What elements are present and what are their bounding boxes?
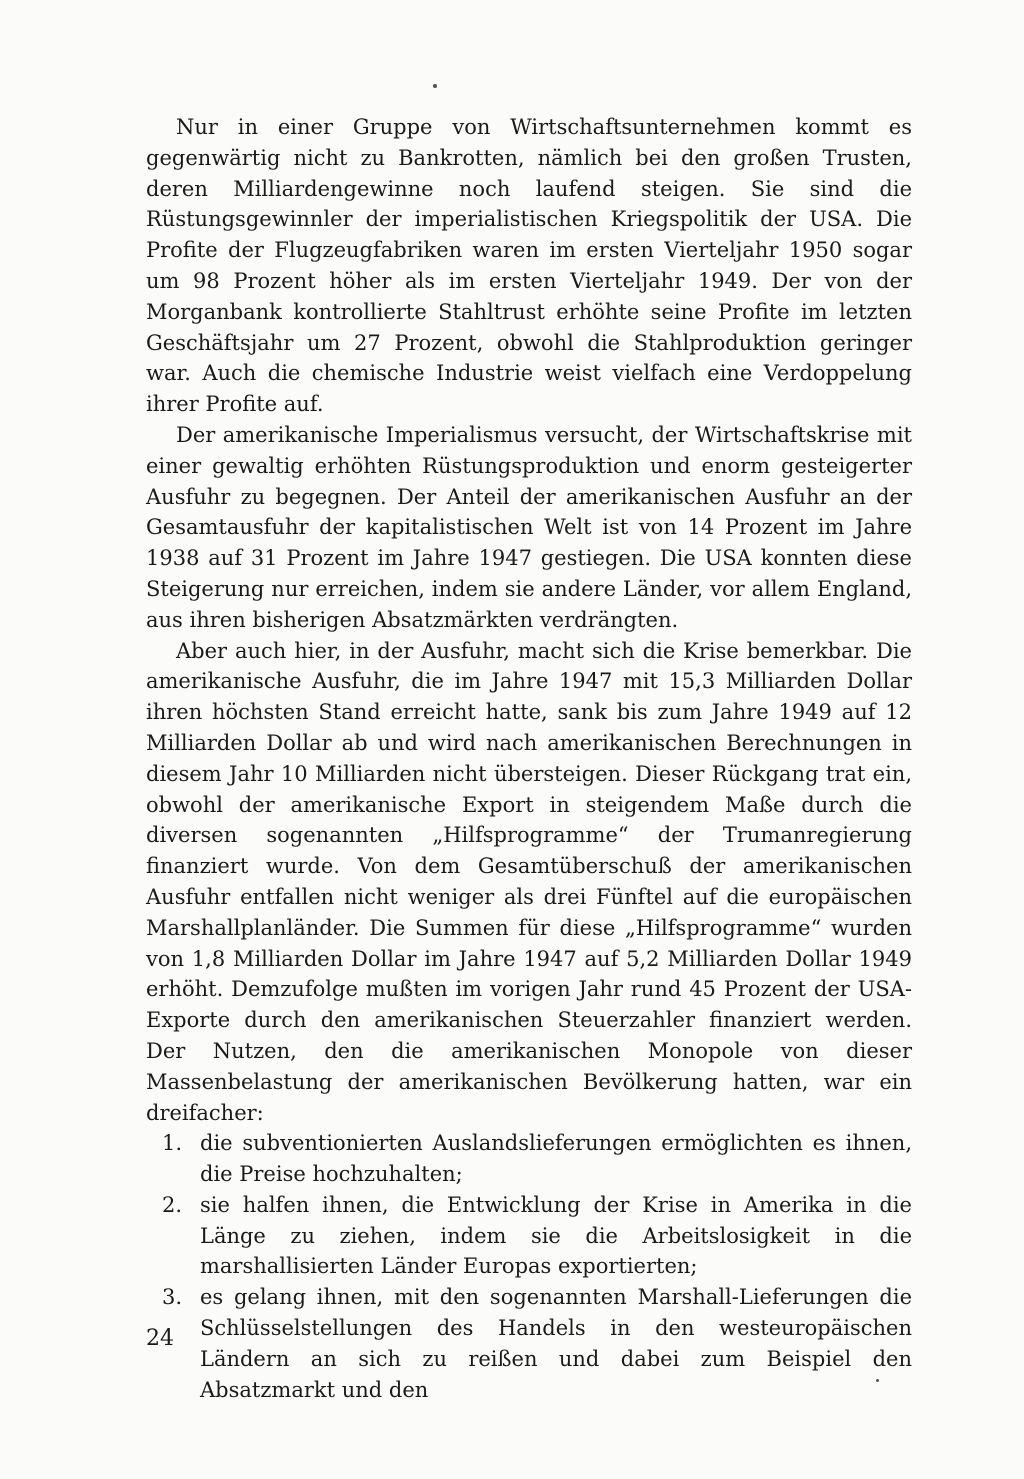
list-item: [146, 1190, 912, 1282]
list-item: [146, 1282, 912, 1405]
paragraph-3: Aber auch hier, in der Ausfuhr, macht sich die Krise bemerkbar. Die amerikanische Ausfuhr, die im Jahre 1947 mit 15,3 Milliarden Dollar ihren höchsten Stand erreicht hatte, sank bis zum Jahre 1949 auf 12 Milliarden Dollar ab und wird nach amerikanischen Berechnungen in diesem Jahr 10 Milliarden nicht übersteigen. Dieser Rückgang trat ein, obwohl der amerikanische Export in steigendem Maße durch die diversen sogenannten „Hilfsprogramme“ der Trumanregierung finanziert wurde. Von dem Gesamtüberschuß der amerikanischen Ausfuhr entfallen nicht weniger als drei Fünftel auf die europäischen Marshallplanländer. Die Summen für diese „Hilfsprogramme“ wurden von 1,8 Milliarden Dollar im Jahre 1947 auf 5,2 Milliarden Dollar 1949 erhöht. Demzufolge mußten im vorigen Jahr rund 45 Prozent der USA-Exporte durch den amerikanischen Steuerzahler finanziert werden. Der Nutzen, den die amerikanischen Monopole von dieser Massenbelastung der amerikanischen Bevölkerung hatten, war ein dreifacher:: [146, 638, 912, 1125]
paragraph-1: Nur in einer Gruppe von Wirtschaftsunternehmen kommt es gegenwärtig nicht zu Bankrotten, nämlich bei den großen Trusten, deren Milliardengewinne noch laufend steigen. Sie sind die Rüstungsgewinnler der imperialistischen Kriegspolitik der USA. Die Profite der Flugzeugfabriken waren im ersten Vierteljahr 1950 sogar um 98 Prozent höher als im ersten Vierteljahr 1949. Der von der Morganbank kontrollierte Stahltrust erhöhte seine Profite im letzten Geschäftsjahr um 27 Prozent, obwohl die Stahlproduktion geringer war. Auch die chemische Industrie weist vielfach eine Verdoppelung ihrer Profite auf.: [146, 115, 912, 417]
list-item: [146, 1128, 912, 1190]
list-item-text: sie halfen ihnen, die Entwicklung der Krise in Amerika in die Länge zu ziehen, indem sie die Arbeitslosigkeit in die marshallisierten Länder Europas exportierten;: [200, 1192, 912, 1279]
list-item-number: 1.: [162, 1131, 183, 1156]
list-item-number: 2.: [162, 1192, 183, 1217]
page-number: 24: [146, 1326, 174, 1351]
list-item-text: die subventionierten Auslandslieferungen ermöglichten es ihnen, die Preise hochzuhalten;: [200, 1131, 912, 1187]
numbered-list: [146, 1128, 912, 1405]
print-speck: [433, 84, 437, 88]
body-text: [146, 112, 912, 1405]
list-item-text: es gelang ihnen, mit den sogenannten Marshall-Lieferungen die Schlüsselstellungen des Handels in den westeuropäischen Ländern an sich zu reißen und dabei zum Beispiel den Absatzmarkt und den: [200, 1285, 912, 1402]
list-item-number: 3.: [162, 1285, 183, 1310]
paragraph-2: Der amerikanische Imperialismus versucht, der Wirtschaftskrise mit einer gewaltig erhöhten Rüstungsproduktion und enorm gesteigerter Ausfuhr zu begegnen. Der Anteil der amerikanischen Ausfuhr an der Gesamtausfuhr der kapitalistischen Welt ist von 14 Prozent im Jahre 1938 auf 31 Prozent im Jahre 1947 gestiegen. Die USA konnten diese Steigerung nur erreichen, indem sie andere Länder, vor allem England, aus ihren bisherigen Absatzmärkten verdrängten.: [146, 422, 912, 632]
